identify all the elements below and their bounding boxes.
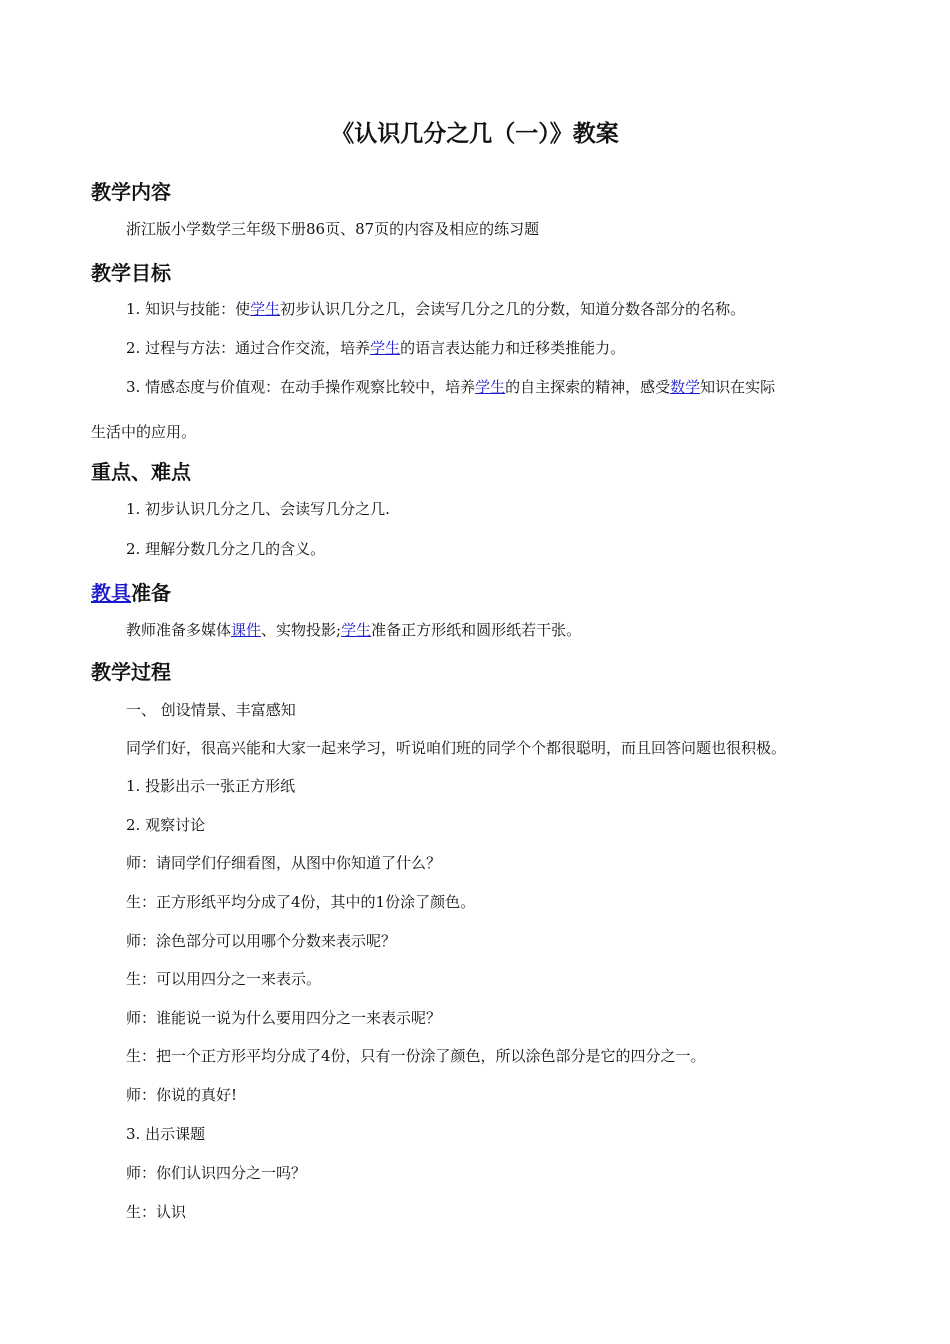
goal-1-text-a: 1. 知识与技能：使 [126, 300, 251, 318]
goal-3-text-a: 3. 情感态度与价值观：在动手操作观察比较中，培养 [126, 378, 476, 396]
key-point-2: 2. 理解分数几分之几的含义。 [126, 540, 326, 558]
link-student[interactable]: 学生 [341, 621, 372, 639]
link-student[interactable]: 学生 [475, 378, 506, 396]
tools-text-a: 教师准备多媒体 [126, 621, 232, 639]
process-line: 一、 创设情景、丰富感知 [126, 701, 296, 719]
link-student[interactable]: 学生 [370, 339, 401, 357]
link-teaching-aids[interactable]: 教具 [91, 581, 131, 605]
goal-3-text-c: 知识在实际 [700, 378, 776, 396]
process-line: 生：认识 [126, 1203, 187, 1221]
process-line: 2. 观察讨论 [126, 816, 206, 834]
goal-1-text-b: 初步认识几分之几，会读写几分之几的分数，知道分数各部分的名称。 [280, 300, 746, 318]
document-title: 《认识几分之几（一）》教案 [331, 121, 619, 147]
process-line: 3. 出示课题 [126, 1125, 206, 1143]
heading-goals: 教学目标 [91, 261, 171, 285]
heading-key-points: 重点、难点 [91, 460, 191, 484]
key-point-1: 1. 初步认识几分之几、会读写几分之几. [126, 500, 390, 518]
process-line: 师：涂色部分可以用哪个分数来表示呢？ [126, 932, 397, 950]
link-student[interactable]: 学生 [250, 300, 281, 318]
tools-text [126, 619, 581, 640]
heading-process: 教学过程 [91, 660, 171, 684]
link-courseware[interactable]: 课件 [231, 621, 262, 639]
process-line: 师：谁能说一说为什么要用四分之一来表示呢？ [126, 1009, 442, 1027]
goal-1 [126, 298, 745, 319]
tools-text-c: 准备正方形纸和圆形纸若干张。 [371, 621, 582, 639]
tools-text-b: 、实物投影; [261, 621, 342, 639]
heading-tools-rest: 准备 [131, 581, 171, 605]
goal-2-text-a: 2. 过程与方法：通过合作交流，培养 [126, 339, 371, 357]
goal-3 [126, 376, 775, 397]
process-line: 师：你们认识四分之一吗？ [126, 1164, 307, 1182]
link-math[interactable]: 数学 [670, 378, 701, 396]
goal-3-continued: 生活中的应用。 [91, 423, 197, 441]
goal-3-text-b: 的自主探索的精神，感受 [505, 378, 671, 396]
process-line: 同学们好，很高兴能和大家一起来学习，听说咱们班的同学个个都很聪明，而且回答问题也很积极。 [126, 739, 787, 757]
process-line: 生：把一个正方形平均分成了4份，只有一份涂了颜色，所以涂色部分是它的四分之一。 [126, 1047, 706, 1065]
goal-2-text-b: 的语言表达能力和迁移类推能力。 [400, 339, 626, 357]
process-line: 生：可以用四分之一来表示。 [126, 970, 322, 988]
process-line: 生：正方形纸平均分成了4份，其中的1份涂了颜色。 [126, 893, 476, 911]
process-line: 师：你说的真好! [126, 1086, 238, 1104]
heading-tools [91, 577, 171, 606]
heading-content: 教学内容 [91, 180, 171, 204]
process-line: 1. 投影出示一张正方形纸 [126, 777, 296, 795]
content-text: 浙江版小学数学三年级下册86页、87页的内容及相应的练习题 [126, 220, 540, 238]
goal-2 [126, 337, 625, 358]
process-line: 师：请同学们仔细看图，从图中你知道了什么？ [126, 854, 442, 872]
